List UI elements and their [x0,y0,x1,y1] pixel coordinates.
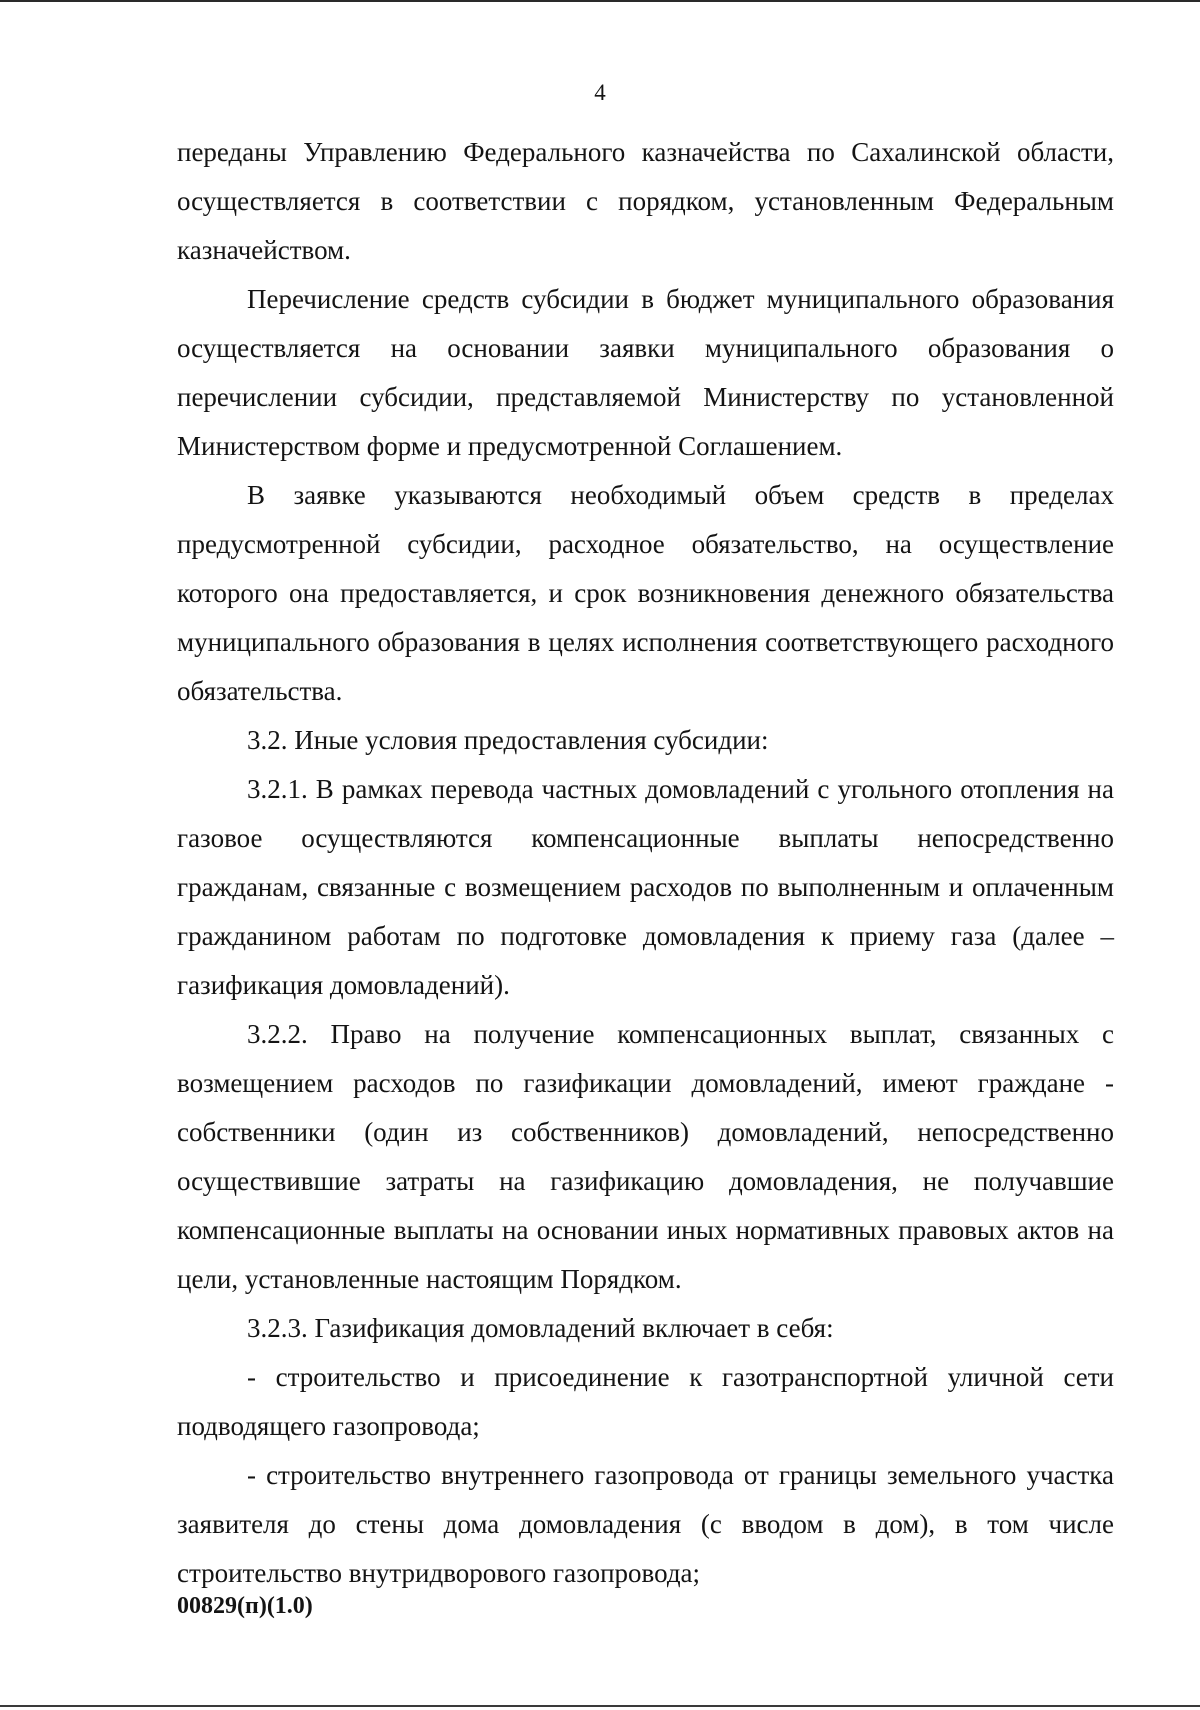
section-3-2-heading: 3.2. Иные условия предоставления субсидии: [247,725,769,755]
list-item: - строительство и присоединение к газотранспортной уличной сети подводящего газопровода; [177,1362,1114,1441]
paragraph-application: В заявке указываются необходимый объем средств в пределах предусмотренной субсидии, расходное обязательство, на осуществление которого она предоставляется, и срок возникновения денежного обязательства муниципального образования в целях исполнения соответствующего расходного обязательства. [177,480,1114,706]
bottom-border-line [0,1705,1200,1707]
list-item: - строительство внутреннего газопровода от границы земельного участка заявителя до стены дома домовладения (с вводом в дом), в том числе строительство внутридворового газопровода; [177,1460,1114,1588]
section-3-2-2: 3.2.2. Право на получение компенсационных выплат, связанных с возмещением расходов по газификации домовладений, имеют граждане - собственники (один из собственников) домовладений, непосредственно осуществившие затраты на газификацию домовладения, не получавшие компенсационные выплаты на основании иных нормативных правовых актов на цели, установленные настоящим Порядком. [177,1019,1114,1294]
top-border-line [0,0,1200,2]
paragraph-transfer: Перечисление средств субсидии в бюджет муниципального образования осуществляется на основании заявки муниципального образования о перечислении субсидии, представляемой Министерству по установленной Министерством форме и предусмотренной Соглашением. [177,284,1114,461]
section-3-2-3: 3.2.3. Газификация домовладений включает в себя: [247,1313,834,1343]
paragraph-continuation: переданы Управлению Федерального казначейства по Сахалинской области, осуществляется в соответствии с порядком, установленным Федеральным казначейством. [177,137,1114,265]
document-body [177,128,1114,1598]
document-code: 00829(п)(1.0) [177,1593,313,1619]
page-number: 4 [594,80,606,105]
section-3-2-1: 3.2.1. В рамках перевода частных домовладений с угольного отопления на газовое осуществляются компенсационные выплаты непосредственно гражданам, связанные с возмещением расходов по выполненным и оплаченным гражданином работам по подготовке домовладения к приему газа (далее – газификация домовладений). [177,774,1114,1000]
